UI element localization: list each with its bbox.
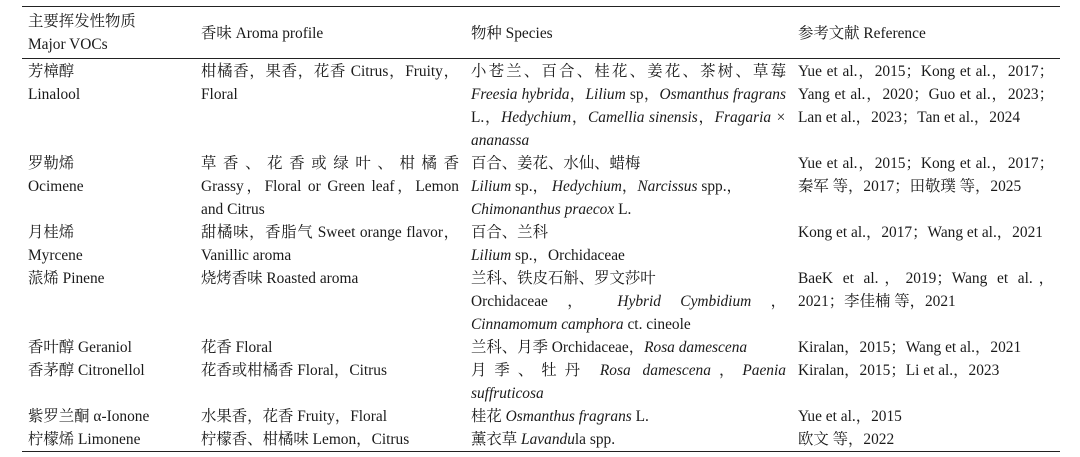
aroma-text-zh: 草香、花香或绿叶、柑橘香 bbox=[201, 155, 459, 172]
reference-text: 欧文 等，2022 bbox=[798, 431, 895, 448]
species-cell bbox=[465, 405, 792, 428]
species-latin: Rosa damescena bbox=[599, 362, 711, 379]
species-text bbox=[471, 290, 786, 336]
species-zh: 百合、姜花、水仙、蜡梅 bbox=[471, 155, 641, 172]
species-latin: Camellia sinensis bbox=[588, 109, 698, 126]
species-text: 小苍兰、百合、桂花、姜花、茶树、草莓Freesia hybrida，Lilium sp，Osmanthus fragrans L.，Hedychium，Camellia sinensis，Fragaria × ananassa bbox=[471, 63, 786, 149]
species-latin: Lilium bbox=[585, 86, 626, 103]
reference-text: Yue et al.，2015；Kong et al.，2017；Yang et al.，2020；Guo et al.，2023；Lan et al.，2023；Tan et al.，2024 bbox=[798, 63, 1054, 126]
aroma-text: 花香 Floral bbox=[201, 339, 273, 356]
species-latin: Hedychium bbox=[501, 109, 572, 126]
header-reference: 参考文献 Reference bbox=[798, 24, 926, 42]
species-latin: Osmanthus fragrans bbox=[505, 408, 632, 425]
species-text-part: spp.， bbox=[697, 178, 742, 195]
species-cell bbox=[465, 221, 792, 267]
voc-cell bbox=[22, 267, 195, 336]
species-text bbox=[471, 244, 786, 267]
voc-cell bbox=[22, 221, 195, 267]
aroma-cell bbox=[195, 59, 465, 153]
header-aroma-profile: 香味 Aroma profile bbox=[201, 24, 324, 42]
species-latin: Osmanthus fragrans bbox=[659, 86, 786, 103]
reference-cell bbox=[792, 267, 1060, 336]
header-species: 物种 Species bbox=[471, 24, 553, 42]
voc-cell bbox=[22, 336, 195, 359]
aroma-cell bbox=[195, 405, 465, 428]
voc-cell bbox=[22, 428, 195, 452]
voc-name-zh: 罗勒烯 bbox=[28, 155, 75, 172]
voc-cell bbox=[22, 152, 195, 221]
species-text-part: Orchidaceae ， bbox=[471, 293, 618, 310]
voc-name: 紫罗兰酮 α-Ionone bbox=[28, 408, 150, 425]
aroma-text-en: Grassy，Floral or Green leaf，Lemon and Citrus bbox=[201, 178, 459, 218]
species-text-part: 兰科、月季 Orchidaceae， bbox=[471, 339, 645, 356]
aroma-cell bbox=[195, 152, 465, 221]
header-major-vocs-zh: 主要挥发性物质 bbox=[28, 13, 136, 30]
species-text bbox=[471, 359, 786, 405]
reference-text: BaeK et al.，2019；Wang et al.，2021；李佳楠 等，2021 bbox=[798, 270, 1054, 310]
reference-cell bbox=[792, 428, 1060, 452]
voc-name-en: Linalool bbox=[28, 86, 81, 103]
voc-name: 蒎烯 Pinene bbox=[28, 270, 105, 287]
species-cell bbox=[465, 152, 792, 221]
voc-name-zh: 月桂烯 bbox=[28, 224, 75, 241]
table-row bbox=[22, 267, 1060, 336]
aroma-cell bbox=[195, 336, 465, 359]
reference-cell bbox=[792, 359, 1060, 405]
species-text-part: la spp. bbox=[574, 431, 616, 448]
table-row bbox=[22, 428, 1060, 452]
species-latin: Lilium bbox=[471, 178, 512, 195]
species-latin: Freesia hybrida bbox=[471, 86, 570, 103]
species-latin: Rosa damescena bbox=[644, 339, 748, 356]
table-row bbox=[22, 221, 1060, 267]
aroma-text: 烧烤香味 Roasted aroma bbox=[201, 270, 359, 287]
species-latin: Lilium bbox=[471, 247, 512, 264]
reference-text: Yue et al.，2015 bbox=[798, 408, 902, 425]
table-row bbox=[22, 359, 1060, 405]
voc-name-zh: 芳樟醇 bbox=[28, 63, 75, 80]
species-text-part: L. bbox=[631, 408, 649, 425]
species-text-part: ， bbox=[751, 293, 786, 310]
reference-cell bbox=[792, 221, 1060, 267]
voc-name-en: Myrcene bbox=[28, 247, 83, 264]
voc-name-en: Ocimene bbox=[28, 178, 84, 195]
reference-text: Kong et al.，2017；Wang et al.，2021 bbox=[798, 224, 1043, 241]
species-cell bbox=[465, 59, 792, 153]
reference-text: Kiralan，2015；Li et al.，2023 bbox=[798, 362, 1000, 379]
voc-cell bbox=[22, 405, 195, 428]
aroma-cell bbox=[195, 221, 465, 267]
species-text-part: sp.，Orchidaceae bbox=[511, 247, 625, 264]
species-text-part: 桂花 bbox=[471, 408, 506, 425]
aroma-cell bbox=[195, 359, 465, 405]
table-row bbox=[22, 405, 1060, 428]
species-latin: Lavandu bbox=[521, 431, 575, 448]
aroma-text: 柠檬香、柑橘味 Lemon，Citrus bbox=[201, 431, 410, 448]
aroma-cell bbox=[195, 267, 465, 336]
species-latin: Fragaria × ananassa bbox=[471, 109, 786, 149]
species-zh: 百合、兰科 bbox=[471, 224, 548, 241]
species-text-part: L.， bbox=[471, 109, 502, 126]
header-major-vocs-en: Major VOCs bbox=[28, 36, 108, 53]
voc-name: 香叶醇 Geraniol bbox=[28, 339, 132, 356]
species-zh: 小苍兰、百合、桂花、姜花、茶树、草莓 bbox=[471, 63, 786, 80]
species-text-part: ， bbox=[571, 109, 589, 126]
table-row bbox=[22, 336, 1060, 359]
reference-cell bbox=[792, 59, 1060, 153]
species-cell bbox=[465, 267, 792, 336]
species-text-part: ， bbox=[710, 362, 743, 379]
species-text-part: 薰衣草 bbox=[471, 431, 522, 448]
voc-table bbox=[22, 6, 1060, 452]
species-latin: Hybrid Cymbidium bbox=[617, 293, 752, 310]
table-row bbox=[22, 152, 1060, 221]
reference-cell bbox=[792, 405, 1060, 428]
voc-cell bbox=[22, 359, 195, 405]
species-cell bbox=[465, 336, 792, 359]
voc-cell bbox=[22, 59, 195, 153]
species-text-part: L. bbox=[614, 201, 632, 218]
species-zh: 兰科、铁皮石斛、罗文莎叶 bbox=[471, 270, 656, 287]
aroma-text: 甜橘味，香脂气 Sweet orange flavor，Vanillic aroma bbox=[201, 224, 459, 264]
species-text-part: ， bbox=[621, 178, 638, 195]
species-text-part: ct. cineole bbox=[623, 316, 691, 333]
species-text-part: 月季、牡丹 bbox=[471, 362, 600, 379]
species-latin: Chimonanthus praecox bbox=[471, 201, 615, 218]
voc-name: 香茅醇 Citronellol bbox=[28, 362, 145, 379]
table-row bbox=[22, 59, 1060, 153]
reference-text: Kiralan，2015；Wang et al.，2021 bbox=[798, 339, 1022, 356]
species-cell bbox=[465, 428, 792, 452]
species-latin: Cinnamomum camphora bbox=[471, 316, 624, 333]
aroma-text: 水果香，花香 Fruity，Floral bbox=[201, 408, 387, 425]
species-cell bbox=[465, 359, 792, 405]
species-latin: Hedychium bbox=[551, 178, 622, 195]
reference-cell bbox=[792, 152, 1060, 221]
voc-name: 柠檬烯 Limonene bbox=[28, 431, 141, 448]
species-text bbox=[471, 175, 786, 221]
aroma-text: 柑橘香，果香，花香 Citrus，Fruity，Floral bbox=[201, 63, 459, 103]
species-latin: Paenia suffruticosa bbox=[471, 362, 786, 402]
species-text-part: sp， bbox=[625, 86, 660, 103]
reference-text: Yue et al.，2015；Kong et al.，2017；秦军 等，2017；田敬璞 等，2025 bbox=[798, 155, 1054, 195]
header-major-vocs bbox=[22, 7, 195, 59]
reference-cell bbox=[792, 336, 1060, 359]
species-text-part: sp.， bbox=[511, 178, 552, 195]
aroma-text: 花香或柑橘香 Floral，Citrus bbox=[201, 362, 387, 379]
species-latin: Narcissus bbox=[637, 178, 698, 195]
table-header-row bbox=[22, 7, 1060, 59]
species-text-part: ， bbox=[697, 109, 715, 126]
aroma-cell bbox=[195, 428, 465, 452]
